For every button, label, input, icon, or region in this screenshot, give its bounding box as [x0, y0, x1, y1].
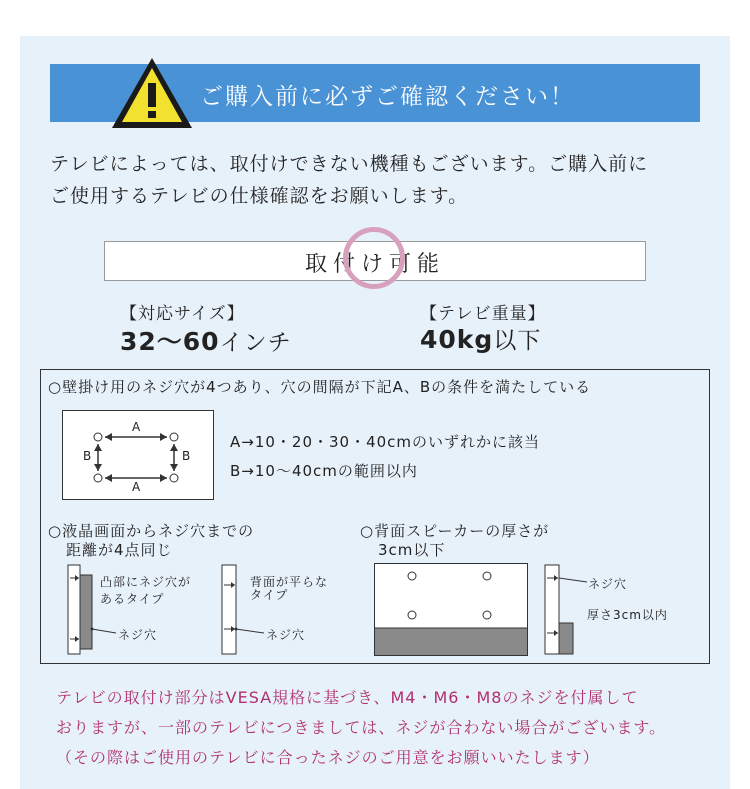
size-label: 【対応サイズ】	[120, 304, 245, 324]
weight-value: 40kg	[420, 325, 494, 354]
diagram-label-b-right: B	[182, 449, 192, 463]
note-line-3: （その際はご使用のテレビに合ったネジのご用意をお願いいたします）	[56, 748, 600, 767]
size-value: 32〜60	[120, 327, 220, 356]
diagram-label-a-bottom: A	[132, 480, 142, 494]
size-value-row	[120, 322, 292, 358]
intro-line-1: テレビによっては、取付けできない機種もございます。ご購入前に	[50, 153, 649, 175]
speaker-back-diagram	[374, 563, 528, 657]
vesa-condition-a: A→10・20・30・40cmのいずれかに該当	[230, 433, 541, 451]
intro-text	[50, 148, 710, 212]
diagram-label-b-left: B	[83, 449, 93, 463]
convex-label-2: あるタイプ	[100, 592, 165, 606]
distance-heading-1: ○液晶画面からネジ穴までの	[48, 522, 255, 540]
note-line-2: おりますが、一部のテレビにつきましては、ネジが合わない場合がございます。	[56, 718, 667, 737]
highlight-circle	[343, 227, 405, 289]
intro-line-2: ご使用するテレビの仕様確認をお願いします。	[50, 185, 469, 207]
convex-label-1: 凸部にネジ穴が	[100, 575, 192, 589]
weight-value-row	[420, 322, 541, 355]
speaker-heading-1: ○背面スピーカーの厚さが	[360, 522, 550, 540]
vesa-heading: ○壁掛け用のネジ穴が4つあり、穴の間隔が下記A、Bの条件を満たしている	[48, 378, 592, 396]
banner-title: ご購入前に必ずご確認ください！	[200, 84, 575, 110]
speaker-screw-label: ネジ穴	[588, 577, 628, 591]
convex-screw-label: ネジ穴	[118, 628, 158, 642]
size-unit: インチ	[219, 330, 292, 356]
diagram-label-a-top: A	[132, 420, 142, 434]
vesa-condition-b: B→10〜40cmの範囲以内	[230, 462, 418, 480]
note-line-1: テレビの取付け部分はVESA規格に基づき、M4・M6・M8のネジを付属して	[56, 688, 639, 707]
distance-heading-2: 距離が4点同じ	[66, 541, 173, 559]
weight-label: 【テレビ重量】	[420, 304, 546, 324]
weight-unit: 以下	[493, 328, 542, 354]
speaker-heading-2: 3cm以下	[378, 541, 446, 559]
flat-screw-label: ネジ穴	[266, 628, 306, 642]
mountable-label: 取付け可能	[304, 252, 445, 277]
flat-label-1: 背面が平らな	[250, 575, 329, 589]
warning-icon	[110, 55, 194, 131]
speaker-thickness-label: 厚さ3cm以内	[587, 608, 668, 622]
flat-label-2: タイプ	[250, 588, 289, 602]
